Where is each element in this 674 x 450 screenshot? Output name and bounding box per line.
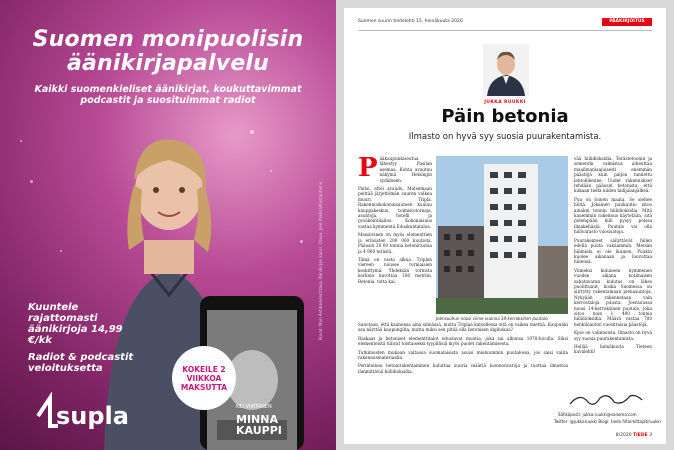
author-name: JUKKA RUUKKI: [484, 100, 526, 105]
section-tag: PÄÄKIRJOITUS: [602, 18, 652, 26]
editorial-page: [344, 8, 666, 444]
ad-headline: Suomen monipuolisin äänikirjapalvelu: [32, 27, 304, 76]
author-email[interactable]: Sähköposti: jukka.ruukki@sanoma.com: [558, 412, 637, 417]
handwritten-signature: [566, 390, 646, 410]
sparkle: [30, 180, 33, 183]
issue-number: 8/2020: [615, 433, 632, 438]
page-header: Suomen suurin tiedelehti 15. heinäkuuta 2020: [358, 19, 463, 24]
paragraph: Hellää heinäkuuta Tieteen kuvalehti!: [574, 344, 652, 355]
ad-offer-secondary: Radiot & podcastit veloituksetta: [28, 352, 134, 374]
book-title: MINNA KAUPPI: [236, 413, 282, 437]
logo-text: supla: [56, 402, 129, 430]
paragraph: Massiivinen on myös elementtien ja eriloisten 200 000 kuutiota. Pääosin 20 00 tonnia betonirautaa ja 4 900 terästä.: [358, 232, 432, 254]
paragraph: Paitsi, ettei avaudu. Matsemaan peittää järjettömän suuren valkea muuri, Tripla. Rakennuskokonaisuuteen kuuluu kauppakeskus, toimistotorneja, asuntoja, hotelli ja pysäköintilaitos. Kokonaisuus vastaa kymmentä Eduskuntataloa.: [358, 186, 432, 229]
page-number: 3: [649, 433, 652, 438]
supla-advertisement: [0, 0, 336, 450]
paragraph: vää hiilidioksidia. Terästetoonin ja sementin valmistus aiheuttaa maailmanlaajuisesti enemmän päästöjä kuin paljon tunnettu lentoliikenne. Uudet rakennukset tehdään pääosin betonista, että kukaan tiedä niiden hiilijalanjälkeä.: [574, 156, 652, 194]
page-footer: [616, 433, 652, 438]
photo-caption: Joensuuhun nousi viime vuonna 14-kerroksinen puutalo.: [436, 316, 549, 321]
author-twitter[interactable]: Twitter: @jukkaruukki Blogi: tiede.fi/toimittajat/ruukki: [554, 419, 661, 424]
paragraph: Puurakenteet säilyttävät hiilen edellä puuta vakaammin. Metsän hiilinielu ei ole ikuinen. Puukin kuolee aikanaan ja luovuttaa hiilensä.: [574, 237, 652, 265]
free-trial-badge[interactable]: KOKEILE 2 VIIKKOA MAKSUTTA: [172, 346, 236, 410]
paragraph: Tämä on vasta alkua. Triplan viereen nousee torniaisien keskittymä. Yhdeksän tornista korkein kurottaa 180 metriin. Betonia, totta kai.: [358, 256, 432, 284]
article-title: Päin betonia: [441, 106, 569, 127]
book-author: KEI VIIRTANEN: [236, 404, 272, 410]
paragraph: Sanotaan, että kaunensa aina silmässä, mutta Triplaa katsellessa sitä on vaikea miettiä. Kaupunki saa näyttää kaupungilta, mutta miksi sen pitää olla betonisen digibokaa?: [358, 322, 568, 333]
paragraph: Kyse on valinnoista. Ilmasto on hyvä syy suosia puurakentamista.: [574, 330, 652, 341]
sparkle: [60, 250, 62, 252]
magazine-name: TIEDE: [633, 433, 648, 438]
paragraph: Tutkimusten mukaan valtaosa suomalaisista asuisi mieluummin puutalossa, jos saisi valita rakennusmateriaalin.: [358, 349, 568, 361]
header-divider: [358, 30, 652, 31]
paragraph: Perinteinen betonirakentaminen kuluttaa suuria määriä luonnonvaroja ja tuottaa ilmastoa lämmittäviä hiilidioksidia.: [358, 363, 568, 374]
article-lead: Ilmasto on hyvä syy suosia puurakentamista.: [408, 132, 602, 142]
ad-subheadline: Kaikki suomenkieliset äänikirjat, koukuttavimmat podcastit ja suosituimmat radiot: [34, 84, 302, 106]
apartment-building-photo: [436, 156, 568, 314]
drop-cap: P: [358, 156, 378, 183]
paragraph: Puu on toinen maata. Se sieltee hiiltä. Jokainen puukuutio sitoo ainakin tonnin hiilidioksidia. Mitä kauemmin rakennus käytetään, sitä pidempään hiili pysyy poissa ilmakehästä. Puutalo voi olla hiilivarasto vuosisatoja.: [574, 196, 652, 235]
sparkle: [300, 240, 303, 243]
article-column-3: [574, 156, 652, 386]
paragraph: ääkaupunkiseutua lähestyy Pasilan asemaa. Kohta avautuu näkymä Helsingin sydämeen.: [379, 156, 432, 183]
article-column-1-bottom: [358, 322, 568, 426]
sparkle: [20, 140, 22, 142]
paragraph: Viimeksi kuluneen kymmenen vuoden aikana kotimaisen sahatavaran kulutus on lähes puolittunut, koska Suomessa on siirrytty rakentamaan pienasuntoja. Nykyään rakennetaan vain kerrostaloja puusta. Joensuussa nousi 14-kerroksinen puutalo, joka sitoo noin 1 400 tonnia hiilidioksidia. Määrä vastaa 700 henkilöauton vuosittaisia päästöjä.: [574, 267, 652, 327]
author-portrait: [483, 44, 529, 96]
paragraph: Raskaat ja betoniset elementtitalot edustavat muotia, joka sai alkunsa 1970-luvulla. Siksi elementeistä tulivat toistaiseksi tyypillisiä myös puolet rakentamisesta.: [358, 335, 568, 347]
ad-offer-text: Kuuntele rajattomasti äänikirjoja 14,99 €/kk: [28, 302, 123, 346]
ad-credit: Kuvat: Mari Antikainen/Otava. Äänikirjan kansi: Otava, Jere Päkkilä/Kustantamo: [318, 181, 323, 340]
sparkle: [270, 170, 272, 172]
supla-logo: [36, 392, 146, 438]
